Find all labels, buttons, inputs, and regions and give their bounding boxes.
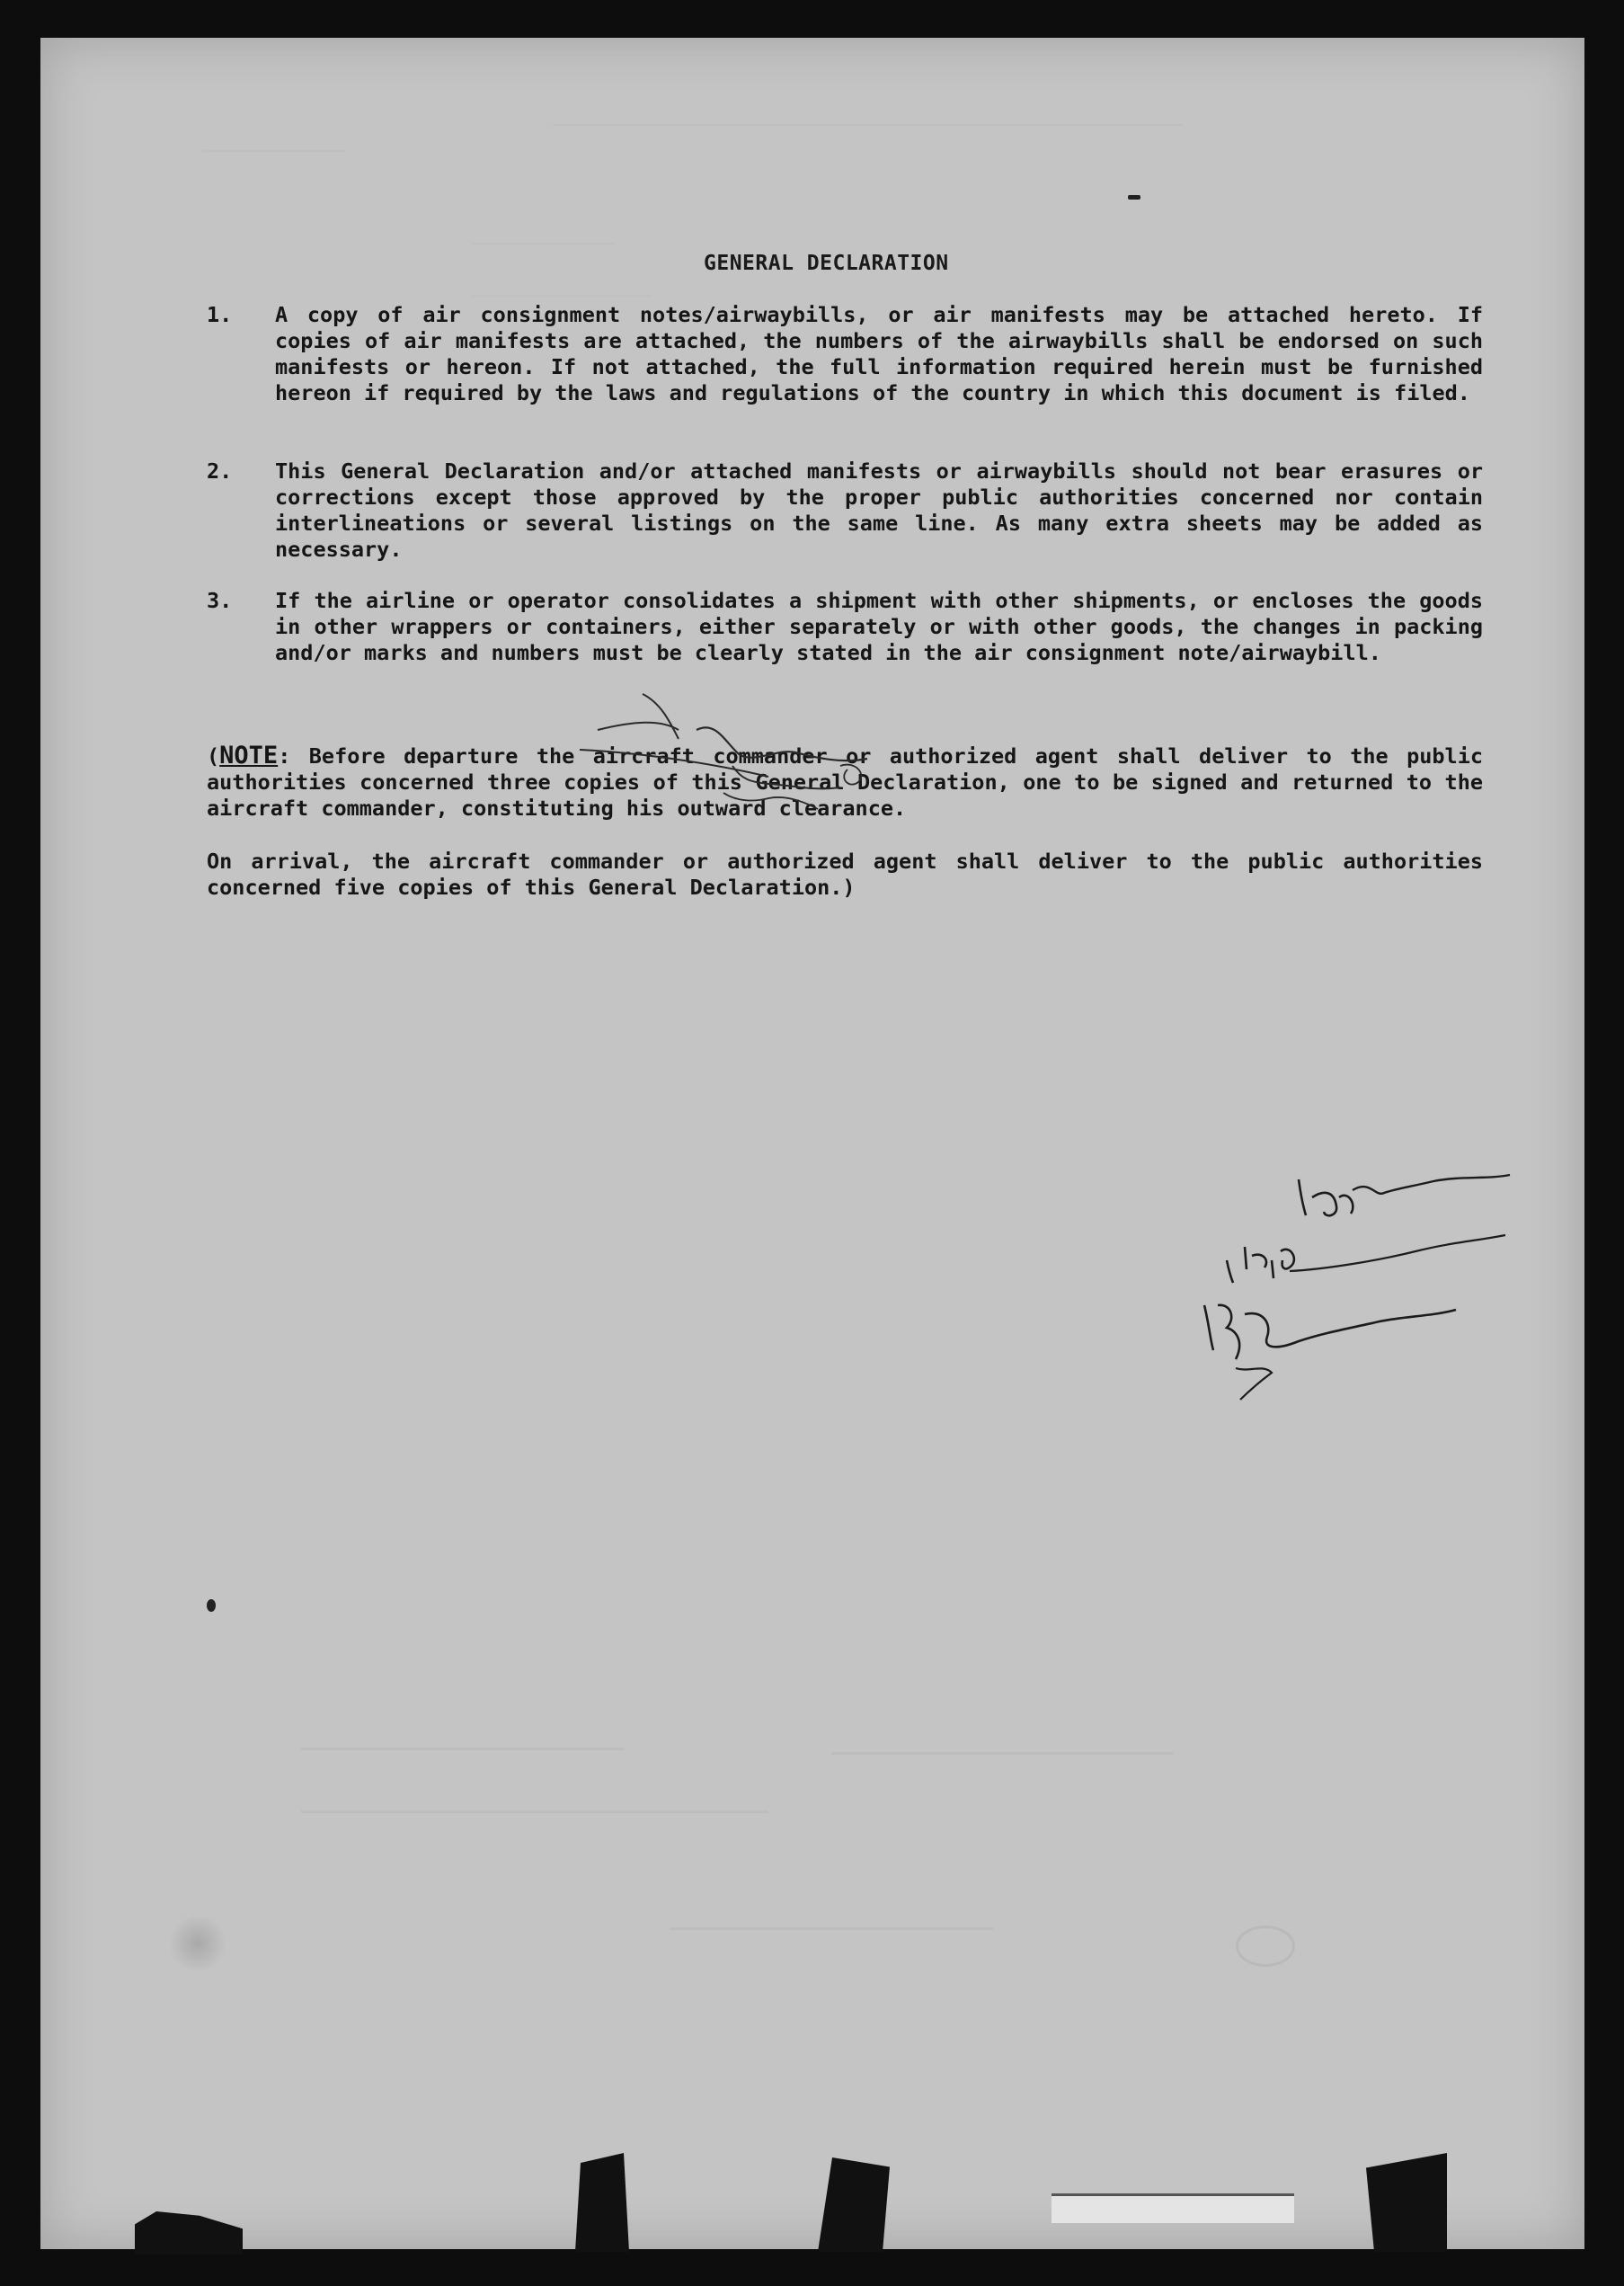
bleed-through-text — [472, 227, 616, 245]
torn-edge — [1366, 2153, 1447, 2252]
paper-strip — [1052, 2193, 1294, 2223]
list-item-number: 3. — [207, 588, 233, 613]
list-item-text: If the airline or operator consolidates a shipment with other shipments, or encloses the goods in other wrappers or containers, either separately or with other goods, the changes in packing and/or marks and numbers must be clearly stated in the air consignment note/airwaybill. — [275, 588, 1483, 665]
bleed-through-text — [301, 1791, 768, 1813]
list-item-text: A copy of air consignment notes/airwaybills, or air manifests may be attached hereto. If copies of air manifests are attached, the numbers of the airwaybills shall be endorsed on such manifests or hereon. If not attached, the full information required herein must be furnished hereon if required by the laws and regulations of the country in which this document is filed. — [275, 302, 1483, 405]
handwritten-scribble — [544, 667, 975, 829]
page-title: GENERAL DECLARATION — [704, 252, 949, 275]
note-text: Before departure the aircraft commander or authorized agent shall deliver to the public authorities concerned three copies of this General Declaration, one to be signed and returned to the aircraft commander, constituting his outward clearance. — [207, 743, 1483, 821]
list-item-text: This General Declaration and/or attached manifests or airwaybills should not bear erasures or corrections except those approved by the proper public authorities concerned nor contain interlineations or several listings on the same line. As many extra sheets may be added as necessary. — [275, 458, 1483, 562]
note-open-paren: ( — [207, 743, 220, 769]
torn-edge — [575, 2153, 629, 2252]
handwritten-signature — [1146, 1125, 1568, 1422]
bleed-through-text — [670, 1908, 993, 1930]
list-item — [207, 458, 1483, 563]
note-label: NOTE — [219, 742, 279, 769]
note-colon: : — [278, 743, 291, 769]
bleed-through-text — [202, 132, 346, 152]
list-item-number: 2. — [207, 458, 233, 484]
bleed-through-text — [301, 1728, 625, 1750]
smudge — [1236, 1926, 1295, 1967]
document-page — [40, 38, 1584, 2249]
list-item — [207, 302, 1483, 406]
bleed-through-text — [831, 1732, 1173, 1755]
smudge — [166, 1917, 229, 1970]
arrival-paragraph: On arrival, the aircraft commander or authorized agent shall deliver to the public authorities concerned five copies of this General Declaration.) — [207, 849, 1483, 900]
list-item — [207, 588, 1483, 666]
stray-mark — [1128, 195, 1140, 200]
stray-mark — [207, 1599, 216, 1612]
bleed-through-text — [553, 101, 1182, 126]
bleed-through-text — [472, 279, 652, 297]
list-item-number: 1. — [207, 302, 233, 327]
